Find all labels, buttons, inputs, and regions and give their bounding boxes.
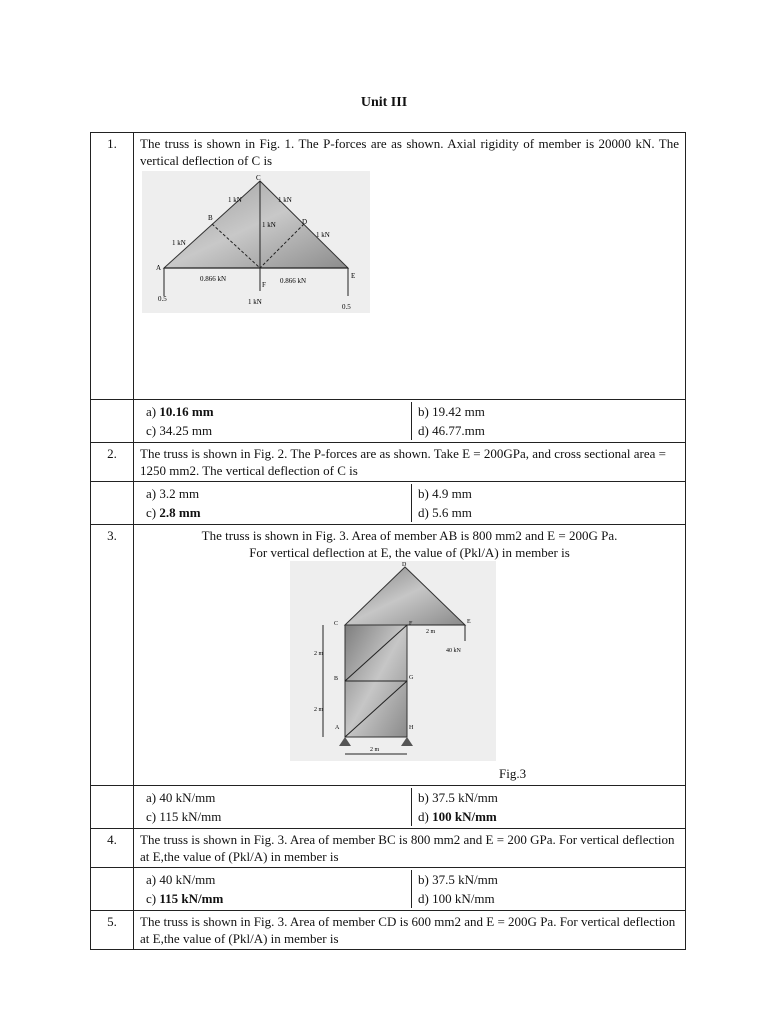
option-d[interactable]: d) 46.77.mm [418,423,485,438]
label-b: B [334,676,339,682]
dim-label: 2 m [426,629,436,635]
question-row-2 [91,443,686,482]
label-e: E [351,272,356,280]
question-row-4 [91,829,686,868]
question-number: 5. [91,911,134,950]
label-h: H [409,725,414,731]
option-b[interactable]: b) 37.5 kN/mm [418,872,498,887]
option-a[interactable]: a) 40 kN/mm [140,788,412,807]
answer-cell [134,400,686,443]
answer-number-cell [91,868,134,911]
question-row-5 [91,911,686,950]
answer-row-3 [91,786,686,829]
label-f: F [262,281,266,289]
question-number: 3. [91,525,134,786]
option-d-value: 46.77.mm [432,423,485,438]
reaction-label: 0.5 [158,295,167,303]
option-c-value: 115 kN/mm [159,891,224,906]
label-f: F [409,621,413,627]
option-a-value: 10.16 mm [159,404,214,419]
option-b-value: 19.42 mm [432,404,485,419]
option-d[interactable]: d) 5.6 mm [418,505,472,520]
truss-figure-1 [142,171,370,313]
figure-3-caption: Fig.3 [499,766,527,781]
force-label: 1 kN [248,298,262,306]
option-d-value: 100 kN/mm [432,809,497,824]
answer-row-2 [91,482,686,525]
force-label: 1 kN [262,221,276,229]
option-a[interactable]: a) 40 kN/mm [140,870,412,889]
question-number: 2. [91,443,134,482]
label-g: G [409,675,414,681]
question-number: 4. [91,829,134,868]
option-d-value: 5.6 mm [432,505,472,520]
label-d: D [402,562,407,568]
answer-number-cell [91,400,134,443]
answer-number-cell [91,786,134,829]
answer-row-4 [91,868,686,911]
load-label: 40 kN [446,648,461,654]
option-c[interactable]: c) 115 kN/mm [140,889,412,908]
answer-options [140,484,679,522]
option-b-value: 37.5 kN/mm [432,790,498,805]
question-text: The truss is shown in Fig. 2. The P-forces are as shown. Take E = 200GPa, and cross sectional area = 1250 mm2. The vertical deflection of C is [140,446,666,478]
question-text: The truss is shown in Fig. 3. Area of member BC is 800 mm2 and E = 200 GPa. For vertical deflection at E,the value of (Pkl/A) in member is [140,832,675,864]
answer-options [140,402,679,440]
label-a: A [335,725,340,731]
option-c-value: 34.25 mm [159,423,213,438]
question-number: 1. [91,133,134,400]
figure-3-container [140,561,679,783]
option-c[interactable]: c) 34.25 mm [140,421,412,440]
label-a: A [156,264,162,272]
question-text: The truss is shown in Fig. 3. Area of member CD is 600 mm2 and E = 200G Pa. For vertical deflection at E,the value of (Pkl/A) in member is [140,914,676,946]
option-a[interactable]: a) 10.16 mm [140,402,412,421]
option-b-value: 37.5 kN/mm [432,872,498,887]
force-label: 1 kN [278,196,292,204]
question-cell [134,443,686,482]
question-text-line-1: The truss is shown in Fig. 3. Area of member AB is 800 mm2 and E = 200G Pa. [201,528,618,543]
questions-table [90,132,686,950]
answer-options [140,870,679,908]
option-b-value: 4.9 mm [432,486,472,501]
answer-options [140,788,679,826]
truss-figure-3 [290,561,496,761]
question-cell [134,911,686,950]
option-b[interactable]: b) 4.9 mm [418,486,472,501]
option-c-value: 115 kN/mm [159,809,222,824]
option-c-value: 2.8 mm [159,505,201,520]
option-d[interactable]: d) 100 kN/mm [418,891,495,906]
answer-row-1 [91,400,686,443]
answer-cell [134,786,686,829]
question-cell [134,525,686,786]
option-c[interactable]: c) 2.8 mm [140,503,412,522]
answer-cell [134,868,686,911]
force-label: 1 kN [172,239,186,247]
dim-label: 2 m [370,747,380,753]
reaction-label: 0.5 [342,303,351,311]
label-b: B [208,214,213,222]
option-a-value: 40 kN/mm [159,872,216,887]
option-b[interactable]: b) 37.5 kN/mm [418,790,498,805]
label-c: C [256,174,261,182]
force-label: 1 kN [228,196,242,204]
option-a-value: 40 kN/mm [159,790,216,805]
question-row-1 [91,133,686,400]
option-a-value: 3.2 mm [159,486,200,501]
page-title: Unit III [360,95,408,110]
question-row-3 [91,525,686,786]
question-cell [134,133,686,400]
label-e: E [467,619,471,625]
option-a[interactable]: a) 3.2 mm [140,484,412,503]
question-text-line-2: For vertical deflection at E, the value of (Pkl/A) in member is [249,545,570,560]
force-label: 0.866 kN [200,275,227,283]
option-b[interactable]: b) 19.42 mm [418,404,485,419]
answer-cell [134,482,686,525]
answer-number-cell [91,482,134,525]
option-c[interactable]: c) 115 kN/mm [140,807,412,826]
force-label: 1 kN [316,231,330,239]
question-cell [134,829,686,868]
label-c: C [334,621,339,627]
dim-label: 2 m [314,707,324,713]
question-text: The truss is shown in Fig. 1. The P-forces are as shown. Axial rigidity of member is 20000 kN. The vertical deflection of C is [140,136,679,168]
option-d-value: 100 kN/mm [432,891,495,906]
label-d: D [302,218,308,226]
dim-label: 2 m [314,651,324,657]
option-d[interactable]: d) 100 kN/mm [418,809,497,824]
force-label: 0.866 kN [280,277,307,285]
